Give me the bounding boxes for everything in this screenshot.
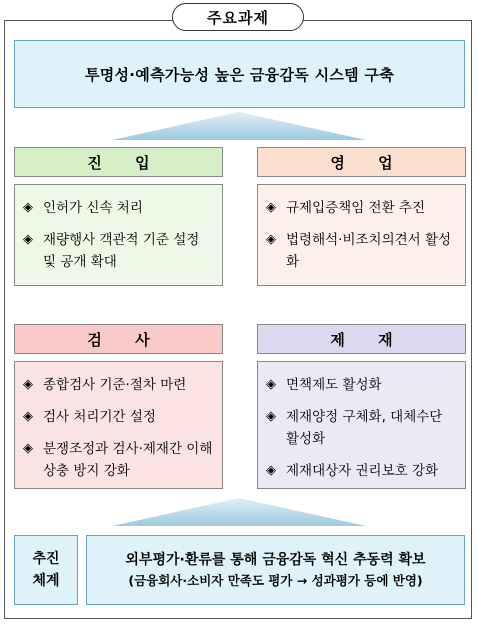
- section-body-business: [257, 184, 466, 286]
- drive-system-box: [86, 535, 465, 605]
- diamond-bullet-icon: ◈: [266, 232, 276, 247]
- diamond-bullet-icon: ◈: [23, 200, 33, 215]
- diamond-bullet-icon: ◈: [23, 377, 33, 392]
- list-item: ◈ 분쟁조정과 검사·제재간 이해상충 방지 강화: [23, 438, 216, 482]
- list-item: ◈ 법령해석·비조치의견서 활성화: [266, 229, 459, 273]
- diamond-bullet-icon: ◈: [23, 232, 33, 247]
- list-item: ◈ 종합검사 기준·절차 마련: [23, 374, 216, 396]
- section-body-inspection: [14, 361, 223, 489]
- drive-sub-text: (금융회사·소비자 만족도 평가 → 성과평가 등에 반영): [128, 573, 423, 588]
- list-item: ◈ 재량행사 객관적 기준 설정 및 공개 확대: [23, 229, 216, 273]
- list-item: ◈ 검사 처리기간 설정: [23, 406, 216, 428]
- page-title: 주요과제: [172, 3, 304, 31]
- diamond-bullet-icon: ◈: [23, 441, 33, 456]
- list-item: ◈ 제재대상자 권리보호 강화: [266, 460, 459, 482]
- section-header-business: 영 업: [257, 147, 466, 177]
- goal-box: 투명성·예측가능성 높은 금융감독 시스템 구축: [14, 40, 465, 108]
- list-item: ◈ 규제입증책임 전환 추진: [266, 197, 459, 219]
- diamond-bullet-icon: ◈: [266, 409, 276, 424]
- diamond-bullet-icon: ◈: [23, 409, 33, 424]
- list-item: ◈ 면책제도 활성화: [266, 374, 459, 396]
- upward-arrow-icon: [0, 110, 478, 140]
- drive-main-text: 외부평가·환류를 통해 금융감독 혁신 추동력 확보: [125, 552, 426, 568]
- section-body-sanction: [257, 361, 466, 489]
- list-item: ◈ 인허가 신속 처리: [23, 197, 216, 219]
- list-item: ◈ 제재양정 구체화, 대체수단 활성화: [266, 406, 459, 450]
- section-header-inspection: 검 사: [14, 324, 223, 354]
- section-body-entry: [14, 184, 223, 286]
- diamond-bullet-icon: ◈: [266, 377, 276, 392]
- section-header-sanction: 제 재: [257, 324, 466, 354]
- diamond-bullet-icon: ◈: [266, 463, 276, 478]
- drive-system-label: 추진 체계: [14, 535, 78, 605]
- section-header-entry: 진 입: [14, 147, 223, 177]
- upward-arrow-icon: [0, 496, 478, 526]
- diamond-bullet-icon: ◈: [266, 200, 276, 215]
